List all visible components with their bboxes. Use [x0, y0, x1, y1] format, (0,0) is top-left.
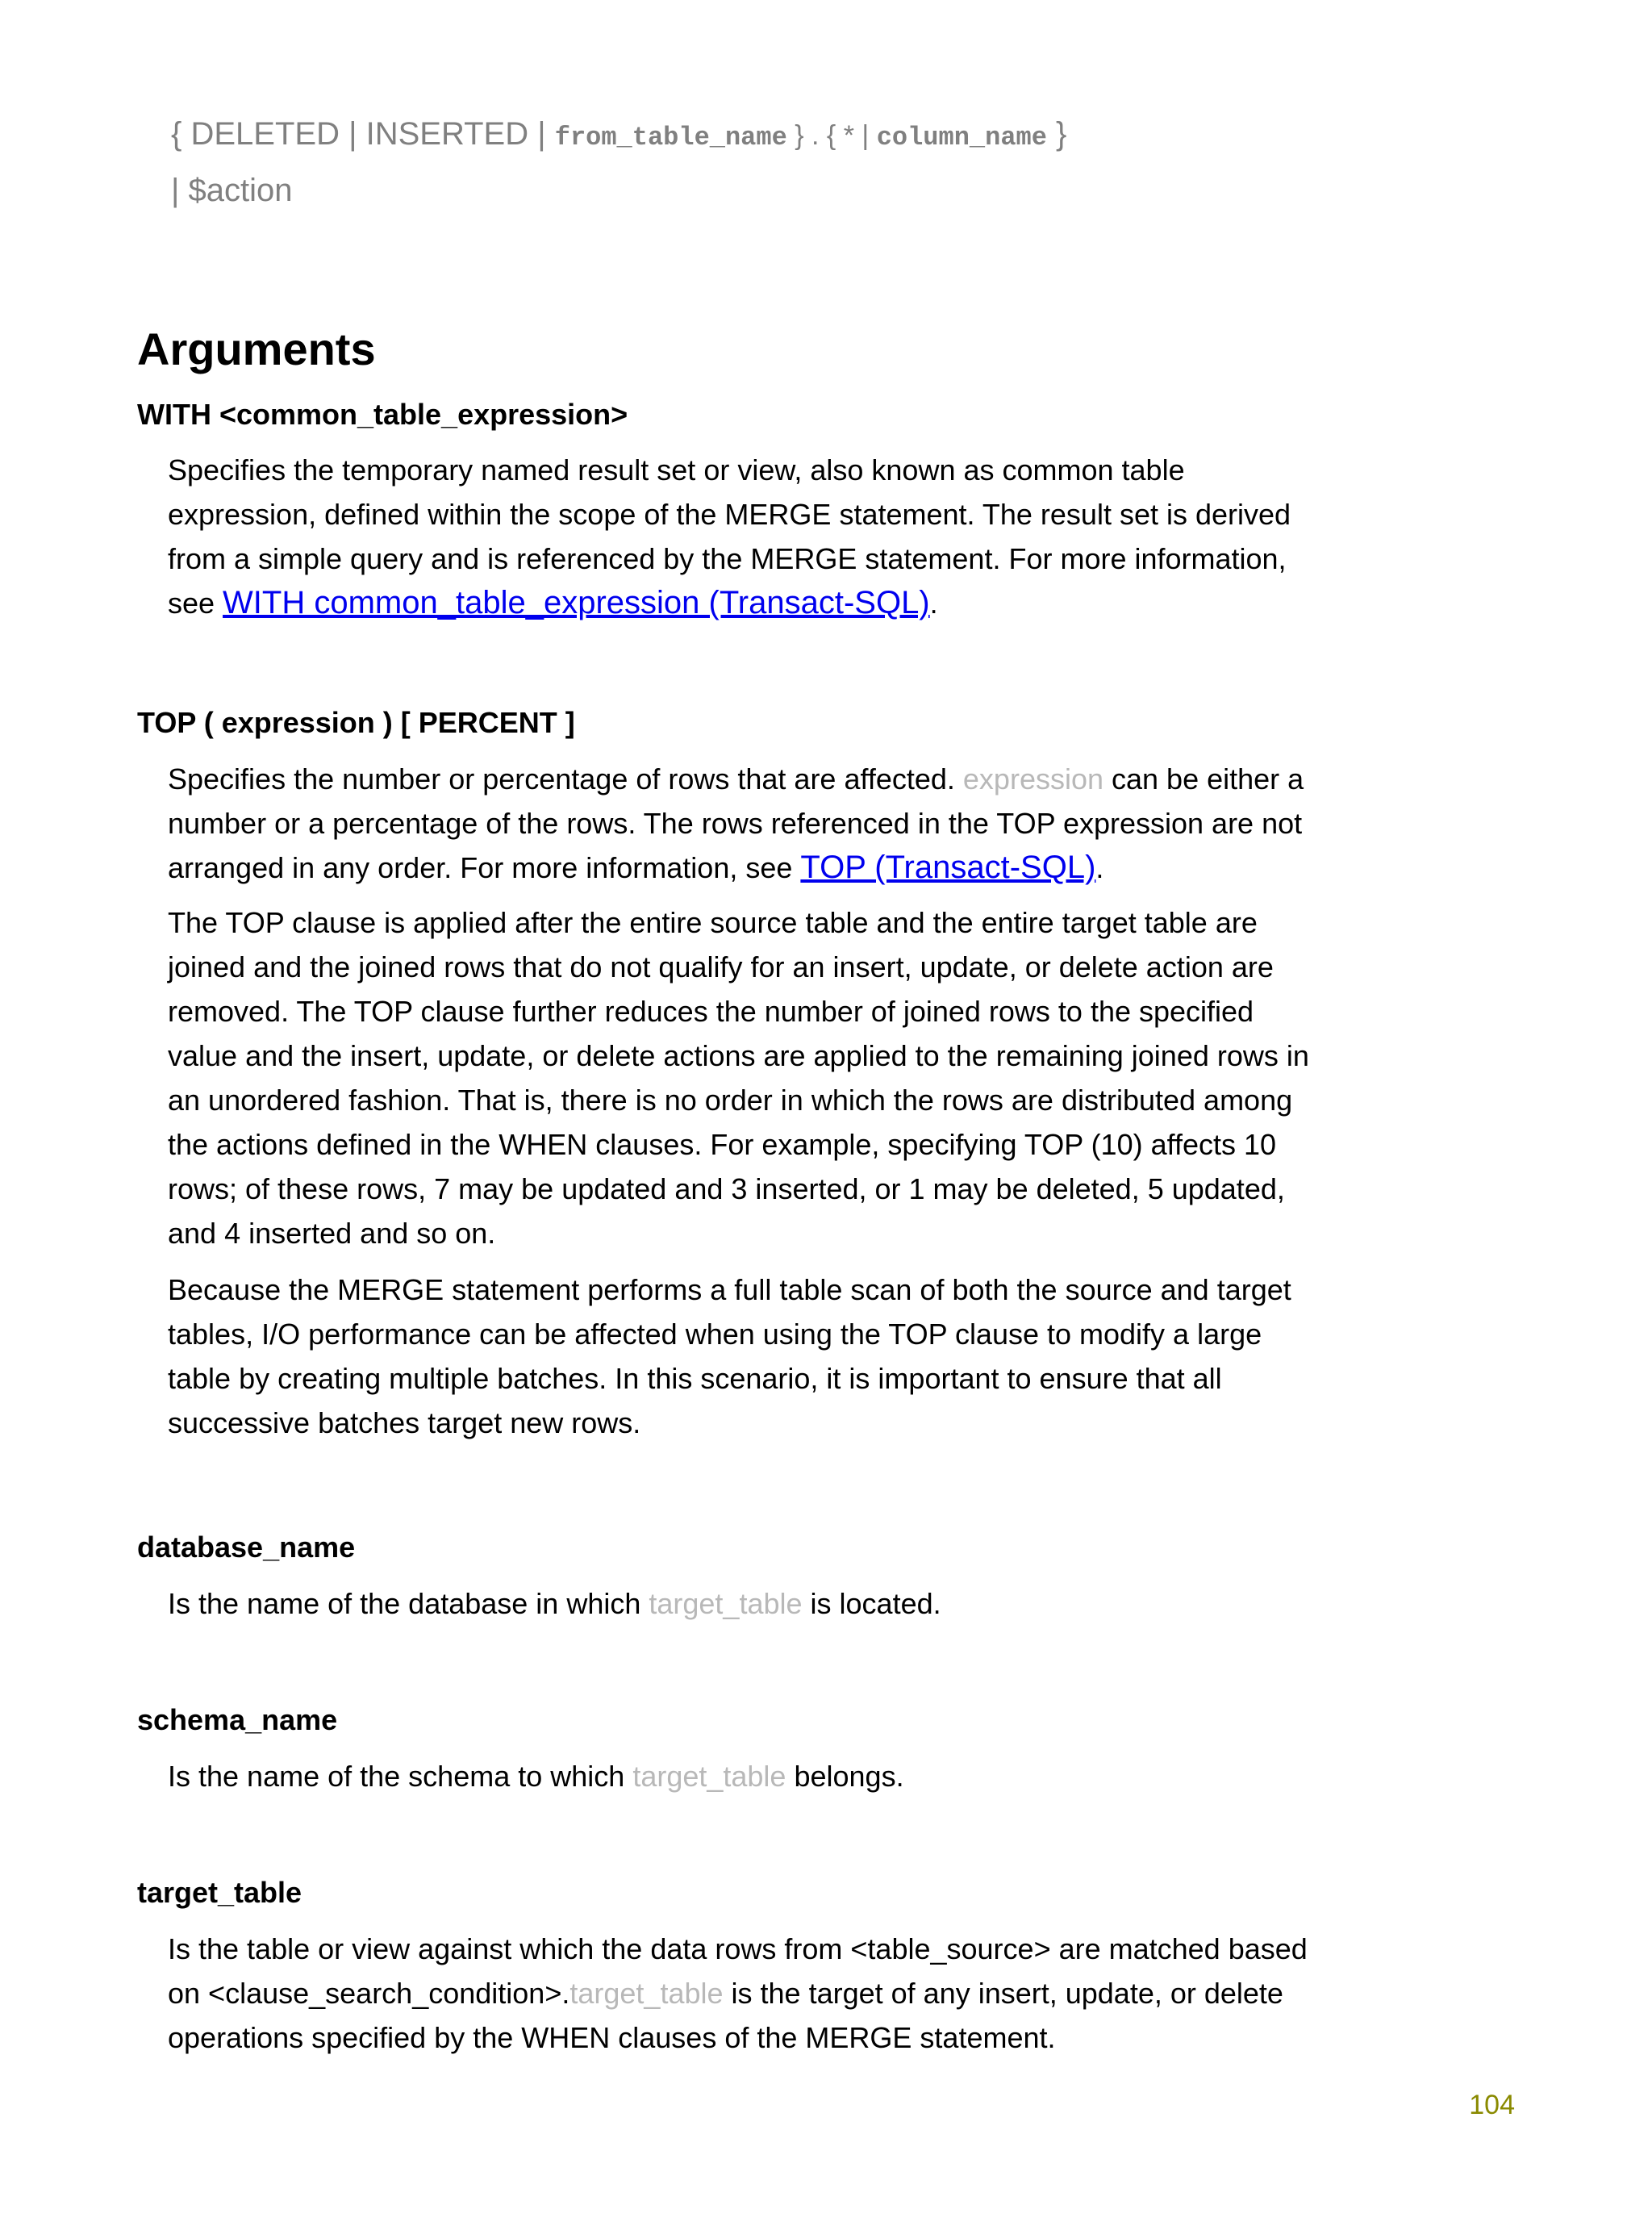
placeholder-target-table: target_table	[632, 1760, 786, 1793]
term-top: TOP ( expression ) [ PERCENT ]	[137, 706, 575, 739]
desc-target-table: Is the table or view against which the data rows from <table_source> are matched based on <clause_search_condition>.target_table is the target of any insert, update, or delete operations specified by the WHEN clauses of the MERGE statement.	[168, 1932, 1308, 2054]
link-with-cte[interactable]: WITH common_table_expression (Transact-SQL)	[223, 585, 930, 620]
desc-top-1: Specifies the number or percentage of rows that are affected. expression can be either a number or a percentage of the rows. The rows referenced in the TOP expression are not arranged in any order. For more information, see TOP (Transact-SQL).	[168, 762, 1304, 885]
section-heading-arguments: Arguments	[137, 324, 376, 374]
term-database-name: database_name	[137, 1531, 356, 1564]
placeholder-target-table: target_table	[649, 1587, 803, 1620]
desc-top-3: Because the MERGE statement performs a full table scan of both the source and target tables, I/O performance can be affected when using the TOP clause to modify a large table by creating multiple batches. In this scenario, it is important to ensure that all successive batches target new rows.	[168, 1273, 1291, 1439]
link-top[interactable]: TOP (Transact-SQL)	[800, 850, 1096, 885]
term-schema-name: schema_name	[137, 1703, 338, 1736]
desc-database-name: Is the name of the database in which target_table is located.	[168, 1587, 941, 1620]
placeholder-target-table: target_table	[569, 1977, 724, 2010]
syntax-line-2: | $action	[171, 173, 293, 208]
desc-top-2: The TOP clause is applied after the entire source table and the entire target table are joined and the joined rows that do not qualify for an insert, update, or delete action are removed. The TOP clause further reduces the number of joined rows to the specified value and the insert, update, or delete actions are applied to the remaining joined rows in an unordered fashion. That is, there is no order in which the rows are distributed among the actions defined in the WHEN clauses. For example, specifying TOP (10) affects 10 rows; of these rows, 7 may be updated and 3 inserted, or 1 may be deleted, 5 updated, and 4 inserted and so on.	[168, 906, 1309, 1250]
term-with-cte: WITH <common_table_expression>	[137, 398, 628, 431]
desc-schema-name: Is the name of the schema to which target_table belongs.	[168, 1760, 904, 1793]
term-target-table: target_table	[137, 1876, 302, 1909]
code-column-name: column_name	[876, 123, 1047, 152]
syntax-line-1: { DELETED | INSERTED | from_table_name } . { * | column_name }	[171, 116, 1067, 152]
desc-with-cte: Specifies the temporary named result set or view, also known as common table expression, defined within the scope of the MERGE statement. The result set is derived from a simple query and is referenced by the MERGE statement. For more information, see WITH common_table_expression (Transact-SQL).	[168, 453, 1291, 620]
code-from-table-name: from_table_name	[554, 123, 787, 152]
placeholder-expression: expression	[962, 762, 1103, 796]
page-number: 104	[1469, 2090, 1515, 2120]
